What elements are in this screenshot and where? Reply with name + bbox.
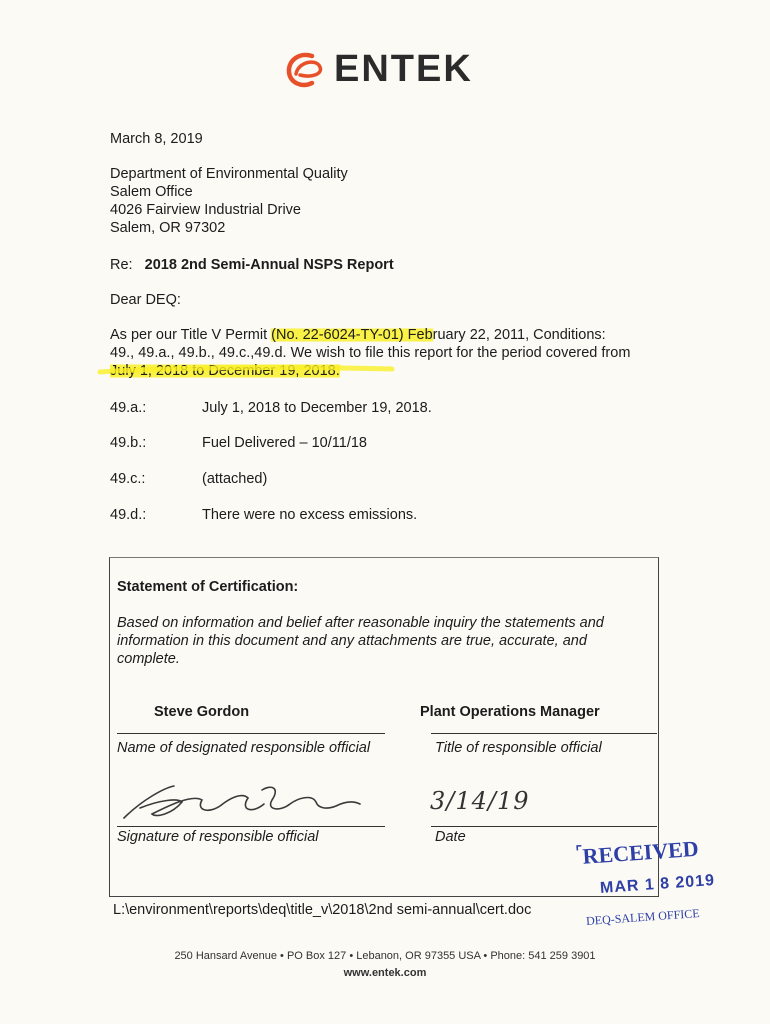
date-caption: Date <box>435 829 466 845</box>
stamp-office: DEQ-SALEM OFFICE <box>585 906 700 928</box>
certification-heading: Statement of Certification: <box>117 579 299 595</box>
title-caption: Title of responsible official <box>435 740 602 756</box>
statement-line: Based on information and belief after reasonable inquiry the statements and <box>117 615 604 631</box>
body-line: 49., 49.a., 49.b., 49.c.,49.d. We wish to file this report for the period covered from <box>110 345 631 361</box>
statement-line: information in this document and any attachments are true, accurate, and <box>117 633 587 649</box>
item-key: 49.a.: <box>110 400 147 416</box>
address-line: Salem, OR 97302 <box>110 220 226 236</box>
stamp-date: MAR 1 8 2019 <box>599 872 716 897</box>
subject-line <box>110 256 394 274</box>
official-name: Steve Gordon <box>154 704 250 720</box>
item-value: There were no excess emissions. <box>202 507 418 523</box>
salutation: Dear DEQ: <box>110 292 181 308</box>
item-value: July 1, 2018 to December 19, 2018. <box>202 400 432 416</box>
company-logo <box>282 48 473 91</box>
subject-label: Re: <box>110 257 133 273</box>
title-rule <box>431 733 657 734</box>
item-value: Fuel Delivered – 10/11/18 <box>202 435 367 451</box>
letter-date: March 8, 2019 <box>110 131 203 147</box>
handwritten-date: 3/14/19 <box>430 787 530 815</box>
subject-text: 2018 2nd Semi-Annual NSPS Report <box>144 257 394 273</box>
date-rule <box>431 826 657 827</box>
address-line: 4026 Fairview Industrial Drive <box>110 202 301 218</box>
handwritten-signature <box>112 770 372 832</box>
address-line: Department of Environmental Quality <box>110 166 348 182</box>
signature-rule <box>117 826 385 827</box>
file-path: L:\environment\reports\deq\title_v\2018\2nd semi-annual\cert.doc <box>113 902 532 918</box>
item-key: 49.d.: <box>110 507 147 523</box>
stamp-received: RECEIVED <box>581 835 700 869</box>
certification-statement <box>117 614 604 668</box>
item-value: (attached) <box>202 471 268 487</box>
permit-number-highlight: (No. 22-6024-TY-01) Feb <box>271 327 433 343</box>
received-stamp: ⌜RECEIVED <box>575 835 700 869</box>
body-text: ruary 22, 2011, Conditions: <box>432 327 606 343</box>
logo-text: ENTEK <box>334 48 473 90</box>
recipient-address <box>110 165 348 237</box>
name-caption: Name of designated responsible official <box>117 740 371 756</box>
item-key: 49.b.: <box>110 435 147 451</box>
footer-website: www.entek.com <box>343 967 427 979</box>
statement-line: complete. <box>117 651 180 667</box>
signature-caption: Signature of responsible official <box>117 829 319 845</box>
official-title: Plant Operations Manager <box>420 704 600 720</box>
address-line: Salem Office <box>110 184 193 200</box>
body-line <box>110 326 630 344</box>
period-highlight: July 1, 2018 to December 19, 2018. <box>110 363 340 379</box>
body-text: As per our Title V Permit <box>110 327 272 343</box>
item-key: 49.c.: <box>110 471 146 487</box>
highlighter-stroke <box>96 360 396 382</box>
entek-swirl-icon <box>282 50 328 90</box>
footer-address: 250 Hansard Avenue • PO Box 127 • Lebanon, OR 97355 USA • Phone: 541 259 3901 <box>174 950 596 962</box>
name-rule <box>117 733 385 734</box>
